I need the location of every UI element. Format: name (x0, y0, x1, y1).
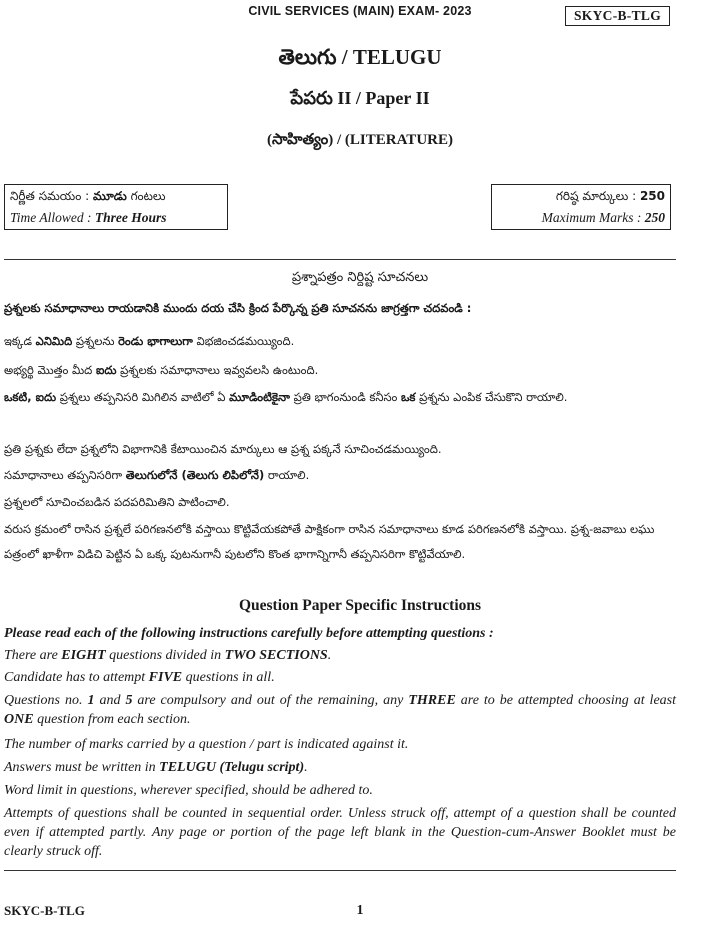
en-l5c: . (304, 760, 308, 775)
en-l3e: are compulsory and out of the remaining, any (132, 693, 409, 708)
en-l1d: TWO SECTIONS (224, 648, 328, 663)
te-l3d: ప్రతి భాగంనుండి కనీసం (289, 390, 402, 404)
marks-telugu (497, 186, 665, 207)
telugu-intro-text: ప్రశ్నలకు సమాధానాలు రాయడానికి ముందు దయ చేసి క్రింద పేర్కొన్న ప్రతి సూచనను జాగ్రత్తగా చదవండి : (4, 301, 472, 315)
subject-title: తెలుగు / TELUGU (278, 45, 442, 69)
te-l3a: ఒకటి, ఐదు (4, 390, 57, 404)
telugu-instructions-heading: ప్రశ్నాపత్రం నిర్దిష్ట సూచనలు (291, 270, 429, 285)
en-l3f: THREE (408, 693, 456, 708)
te-l3b: ప్రశ్నలు తప్పనిసరి మిగిలిన వాటిలో ఏ (56, 390, 230, 404)
te-l5b: తెలుగులోనే (తెలుగు లిపిలోనే) (125, 468, 265, 482)
telugu-instructions-intro (4, 297, 676, 320)
te-l1a: ఇక్కడ (4, 334, 36, 348)
english-instructions-intro (4, 624, 676, 643)
paper-category: (సాహిత్యం) / (LITERATURE) (267, 132, 453, 148)
time-value-en: Three Hours (94, 210, 167, 225)
te-l3c: మూడింటికైనా (229, 390, 290, 404)
marks-label-te: గరిష్ఠ మార్కులు : (555, 189, 640, 203)
marks-label-en: Maximum Marks : (541, 210, 645, 225)
te-l3e: ఒక (401, 390, 416, 404)
top-divider (4, 259, 676, 260)
telugu-instruction-6: ప్రశ్నలలో సూచించబడిన పదపరిమితిని పాటించాలి. (4, 495, 230, 509)
paper-number: పేపరు II / Paper II (290, 88, 430, 108)
time-allowed-telugu (10, 186, 222, 207)
time-value-te: మూడు (93, 189, 127, 203)
english-instruction-3 (4, 691, 676, 729)
en-l3a: Questions no. (4, 693, 88, 708)
en-l1b: EIGHT (61, 648, 106, 663)
te-l5c: రాయాలి. (264, 468, 310, 482)
marks-english (497, 207, 665, 228)
time-label-en: Time Allowed : (10, 210, 95, 225)
paper-code-box: SKYC-B-TLG (565, 6, 670, 26)
en-l3b: 1 (87, 693, 95, 708)
te-l1b: ఎనిమిది (35, 334, 73, 348)
te-l1e: విభజించడమయ్యింది. (192, 334, 295, 348)
te-l2a: అభ్యర్థి మొత్తం మీద (4, 363, 96, 377)
telugu-instruction-1 (4, 330, 676, 353)
telugu-instruction-3 (4, 386, 676, 409)
english-instruction-1 (4, 646, 676, 665)
en-l2c: questions in all. (182, 670, 275, 685)
te-l2b: ఐదు (95, 363, 117, 377)
english-instruction-5 (4, 758, 676, 777)
english-instruction-6: Word limit in questions, wherever specified, should be adhered to. (4, 783, 373, 798)
en-l5a: Answers must be written in (4, 760, 160, 775)
te-l3f: ప్రశ్నను ఎంపిక చేసుకొని రాయాలి. (415, 390, 568, 404)
en-l3c: and (94, 693, 126, 708)
en-l3d: 5 (125, 693, 133, 708)
te-l1d: రెండు భాగాలుగా (118, 334, 193, 348)
en-l3i: question from each section. (33, 712, 191, 727)
en-l3h: ONE (4, 712, 34, 727)
english-instruction-2 (4, 668, 676, 687)
telugu-instruction-4: ప్రతి ప్రశ్నకు లేదా ప్రశ్నలోని విభాగానికి కేటాయించిన మార్కులు ఆ ప్రశ్న పక్కనే సూచించడమయ్యింది. (4, 442, 442, 456)
te-l2c: ప్రశ్నలకు సమాధానాలు ఇవ్వవలసి ఉంటుంది. (116, 363, 319, 377)
time-suffix-te: గంటలు (126, 189, 166, 203)
en-l5b: TELUGU (Telugu script) (159, 760, 305, 775)
page-number: 1 (356, 903, 364, 918)
maximum-marks-box (491, 184, 671, 230)
time-label-te: నిర్ణీత సమయం : (10, 189, 93, 203)
english-instruction-7: Attempts of questions shall be counted in sequential order. Unless struck off, attempt of a question shall be counted even if attempted partly. Any page or portion of the page left blank in the Question-cum-Answer Booklet must be clearly struck off. (4, 806, 676, 859)
english-instruction-4: The number of marks carried by a question / part is indicated against it. (4, 737, 409, 752)
te-l1c: ప్రశ్నలను (72, 334, 119, 348)
te-l5a: సమాధానాలు తప్పనిసరిగా (4, 468, 126, 482)
footer-paper-code: SKYC-B-TLG (4, 903, 85, 918)
telugu-instruction-7: వరుస క్రమంలో రాసిన ప్రశ్నలే పరిగణనలోకి వస్తాయి కొట్టివేయకపోతే పాక్షికంగా రాసిన సమాధానాలు కూడ పరిగణనలోకి వస్తాయి. ప్రశ్న-జవాబు లఘు పత్రంలో ఖాళీగా విడిచి పెట్టిన ఏ ఒక్క పుటనుగానీ పుటలోని కొంత భాగాన్నిగానీ తప్పనిసరిగా కొట్టివేయాలి. (4, 522, 655, 561)
marks-value-en: 250 (644, 210, 665, 225)
english-instructions-heading: Question Paper Specific Instructions (238, 597, 482, 614)
english-intro-text: Please read each of the following instructions carefully before attempting questions : (4, 626, 494, 641)
telugu-instruction-2 (4, 359, 676, 382)
en-l1a: There are (4, 648, 62, 663)
time-allowed-english (10, 207, 222, 228)
exam-title: CIVIL SERVICES (MAIN) EXAM- 2023 (248, 4, 472, 18)
en-l3g: are to be attempted choosing at least (455, 693, 677, 708)
telugu-instruction-5 (4, 464, 676, 487)
en-l1c: questions divided in (105, 648, 225, 663)
en-l2a: Candidate has to attempt (4, 670, 149, 685)
bottom-divider (4, 870, 676, 871)
en-l2b: FIVE (148, 670, 183, 685)
time-allowed-box (4, 184, 228, 230)
marks-value-te: 250 (639, 189, 665, 203)
en-l1e: . (327, 648, 332, 663)
